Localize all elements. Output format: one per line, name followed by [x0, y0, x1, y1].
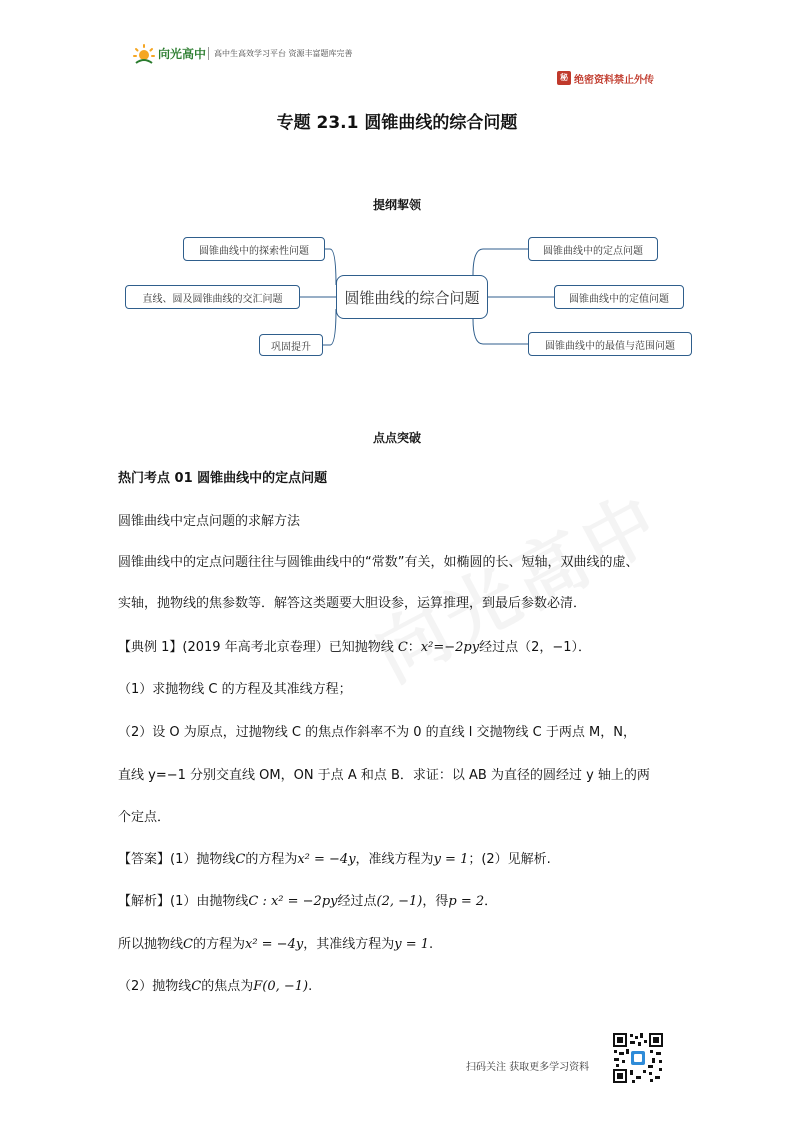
focus-text-1: （2）抛物线 — [118, 979, 192, 994]
answer-line — [118, 850, 688, 870]
example-source: (2019 年高考北京卷理）已知抛物线 — [182, 640, 398, 655]
qr-code-icon[interactable] — [612, 1032, 664, 1084]
answer-eq-2: y = 1 — [433, 852, 469, 867]
answer-text-3: ，准线方程为 — [355, 852, 434, 867]
analysis-label: 【解析】 — [118, 894, 171, 909]
so-var-c: C — [183, 937, 193, 952]
mindmap-node-fixed-value: 圆锥曲线中的定值问题 — [554, 285, 684, 309]
hotspot-heading: 热门考点 01 圆锥曲线中的定点问题 — [118, 471, 328, 486]
analysis-eq-3: p = 2 — [448, 894, 485, 909]
answer-text-4: ；(2）见解析. — [468, 852, 551, 867]
footer-scan-text: 扫码关注 获取更多学习资料 — [466, 1062, 590, 1073]
mindmap-node-exploratory: 圆锥曲线中的探索性问题 — [183, 237, 325, 261]
mindmap-node-extremum-range: 圆锥曲线中的最值与范围问题 — [528, 332, 692, 356]
mindmap-node-consolidation: 巩固提升 — [259, 334, 323, 356]
focus-line — [118, 977, 688, 997]
mindmap-node-fixed-point: 圆锥曲线中的定点问题 — [528, 237, 658, 261]
example-colon: ： — [407, 640, 421, 655]
method-line-1: 圆锥曲线中的定点问题往往与圆锥曲线中的“常数”有关，如椭圆的长、短轴，双曲线的虚、 — [118, 555, 639, 570]
answer-eq-1: x² = −4y — [297, 852, 356, 867]
answer-text-2: 的方程为 — [245, 852, 298, 867]
example-var-c: C — [397, 640, 408, 655]
question-1: （1）求抛物线 C 的方程及其准线方程； — [118, 682, 352, 697]
logo-divider — [208, 47, 209, 60]
question-2-line-1: （2）设 O 为原点，过抛物线 C 的焦点作斜率不为 0 的直线 l 交抛物线 C 于两点 M，N， — [118, 725, 636, 740]
example-equation: x²=−2py — [420, 640, 480, 655]
so-text-4: . — [429, 937, 434, 952]
confidential-seal: 秘 — [557, 71, 571, 85]
watermark — [354, 463, 678, 701]
analysis-eq-2: (2, −1) — [376, 894, 423, 909]
focus-eq-1: F(0, −1) — [253, 979, 309, 994]
so-text-3: ，其准线方程为 — [303, 937, 395, 952]
focus-text-3: . — [308, 979, 313, 994]
so-text-2: 的方程为 — [192, 937, 245, 952]
focus-var-c: C — [191, 979, 202, 994]
question-2-line-3: 个定点． — [118, 810, 171, 825]
mindmap-center-node: 圆锥曲线的综合问题 — [336, 275, 488, 319]
logo-text: 向光高中 — [158, 47, 207, 61]
outline-heading: 提纲挈领 — [372, 198, 421, 212]
analysis-text-2: 经过点 — [337, 894, 377, 909]
analysis-text-4: ． — [484, 894, 498, 909]
so-eq-2: y = 1 — [394, 937, 429, 952]
so-line — [118, 935, 688, 955]
answer-var-c: C — [235, 852, 246, 867]
confidential-label: 绝密资料禁止外传 — [574, 75, 654, 86]
analysis-text-1: (1）由抛物线 — [170, 894, 249, 909]
so-text-1: 所以抛物线 — [118, 937, 184, 952]
analysis-eq-1: C : x² = −2py — [248, 894, 338, 909]
answer-text-1: (1）抛物线 — [170, 852, 236, 867]
so-eq-1: x² = −4y — [244, 937, 304, 952]
logo-sun-icon — [133, 43, 155, 65]
method-title: 圆锥曲线中定点问题的求解方法 — [118, 514, 301, 529]
logo-slogan: 高中生高效学习平台 资源丰富题库完善 — [214, 49, 353, 58]
focus-text-2: 的焦点为 — [201, 979, 254, 994]
breakthrough-heading: 点点突破 — [372, 431, 421, 445]
method-line-2: 实轴，抛物线的焦参数等．解答这类题要大胆设参，运算推理，到最后参数必清． — [118, 596, 587, 611]
page-title: 专题 23.1 圆锥曲线的综合问题 — [276, 113, 518, 133]
example-point: 经过点（2，−1）． — [479, 640, 591, 655]
answer-label: 【答案】 — [118, 852, 171, 867]
mindmap-node-intersection: 直线、圆及圆锥曲线的交汇问题 — [125, 285, 300, 309]
analysis-line — [118, 892, 688, 912]
example-label: 【典例 1】 — [118, 640, 183, 655]
question-2-line-2: 直线 y=−1 分别交直线 OM，ON 于点 A 和点 B．求证：以 AB 为直径的圆经过 y 轴上的两 — [118, 768, 650, 783]
analysis-text-3: ，得 — [422, 894, 449, 909]
example-statement — [118, 638, 688, 658]
